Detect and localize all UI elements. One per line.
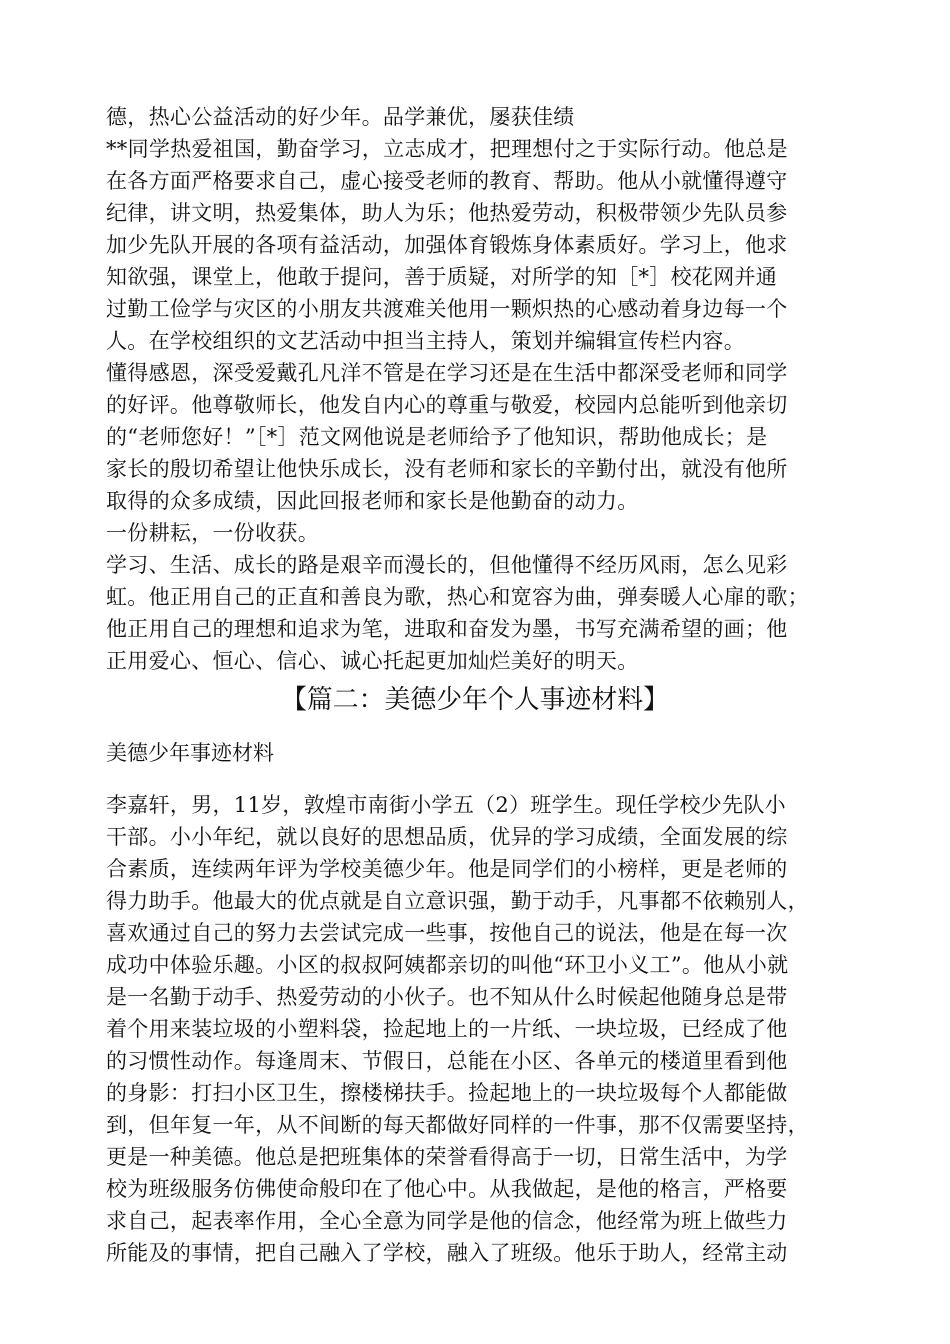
paragraph-line: 的好评。他尊敬师长，他发自内心的尊重与敬爱，校园内总能听到他亲切 [106,393,788,417]
paragraph-line: 喜欢通过自己的努力去尝试完成一些事，按他自己的说法，他是在每一次 [106,921,788,945]
paragraph-line: 一份耕耘，一份收获。 [106,521,319,545]
paragraph-line: 合素质，连续两年评为学校美德少年。他是同学们的小榜样，更是老师的 [106,857,788,881]
paragraph-line: 校为班级服务仿佛使命般印在了他心中。从我做起，是他的格言，严格要 [106,1177,788,1201]
paragraph-line: 的习惯性动作。每逢周末、节假日，总能在小区、各单元的楼道里看到他 [106,1049,788,1073]
paragraph-line: 家长的殷切希望让他快乐成长，没有老师和家长的辛勤付出，就没有他所 [106,457,788,481]
paragraph-line: 所能及的事情，把自己融入了学校，融入了班级。他乐于助人，经常主动 [106,1241,788,1265]
paragraph-line: 取得的众多成绩，因此回报老师和家长是他勤奋的动力。 [106,489,639,513]
paragraph-line: 德，热心公益活动的好少年。品学兼优，屡获佳绩 [106,105,575,129]
paragraph-line: 着个用来装垃圾的小塑料袋，捡起地上的一片纸、一块垃圾，已经成了他 [106,1017,788,1041]
paragraph-line: **同学热爱祖国，勤奋学习，立志成才，把理想付之于实际行动。他总是 [106,137,788,161]
paragraph-line: 的身影：打扫小区卫生，擦楼梯扶手。捡起地上的一块垃圾每个人都能做 [106,1081,788,1105]
section-heading: 【篇二：美德少年个人事迹材料】 [281,685,669,715]
paragraph-line: 知欲强，课堂上，他敢于提问，善于质疑，对所学的知［*］校花网并通 [106,265,778,289]
paragraph-line: 他正用自己的理想和追求为笔，进取和奋发为墨，书写充满希望的画；他 [106,617,788,641]
paragraph-line: 在各方面严格要求自己，虚心接受老师的教育、帮助。他从小就懂得遵守 [106,169,788,193]
paragraph-line: 纪律，讲文明，热爱集体，助人为乐；他热爱劳动，积极带领少先队员参 [106,201,788,225]
paragraph-line: 是一名勤于动手、热爱劳动的小伙子。也不知从什么时候起他随身总是带 [106,985,788,1009]
paragraph-line: 懂得感恩，深受爱戴孔凡洋不管是在学习还是在生活中都深受老师和同学 [106,361,788,385]
paragraph-line: 正用爱心、恒心、信心、诚心托起更加灿烂美好的明天。 [106,649,639,673]
paragraph-line: 的“老师您好！”［*］范文网他说是老师给予了他知识，帮助他成长；是 [106,425,768,449]
paragraph-line: 过勤工俭学与灾区的小朋友共渡难关他用一颗炽热的心感动着身边每一个 [106,297,788,321]
paragraph-line: 到，但年复一年，从不间断的每天都做好同样的一件事，那不仅需要坚持， [106,1113,809,1137]
section-subheading: 美德少年事迹材料 [106,741,274,765]
paragraph-line: 李嘉轩，男，11岁，敦煌市南街小学五（2）班学生。现任学校少先队小 [106,793,786,817]
paragraph-line: 学习、生活、成长的路是艰辛而漫长的，但他懂得不经历风雨，怎么见彩 [106,553,788,577]
paragraph-line: 人。在学校组织的文艺活动中担当主持人，策划并编辑宣传栏内容。 [106,329,745,353]
paragraph-line: 虹。他正用自己的正直和善良为歌，热心和宽容为曲，弹奏暖人心扉的歌； [106,585,809,609]
paragraph-line: 更是一种美德。他总是把班集体的荣誉看得高于一切，日常生活中，为学 [106,1145,788,1169]
paragraph-line: 加少先队开展的各项有益活动，加强体育锻炼身体素质好。学习上，他求 [106,233,788,257]
paragraph-line: 得力助手。他最大的优点就是自立意识强，勤于动手，凡事都不依赖别人， [106,889,809,913]
paragraph-line: 成功中体验乐趣。小区的叔叔阿姨都亲切的叫他“环卫小义工”。他从小就 [106,953,789,977]
paragraph-line: 干部。小小年纪，就以良好的思想品质，优异的学习成绩，全面发展的综 [106,825,788,849]
paragraph-line: 求自己，起表率作用，全心全意为同学是他的信念，他经常为班上做些力 [106,1209,788,1233]
